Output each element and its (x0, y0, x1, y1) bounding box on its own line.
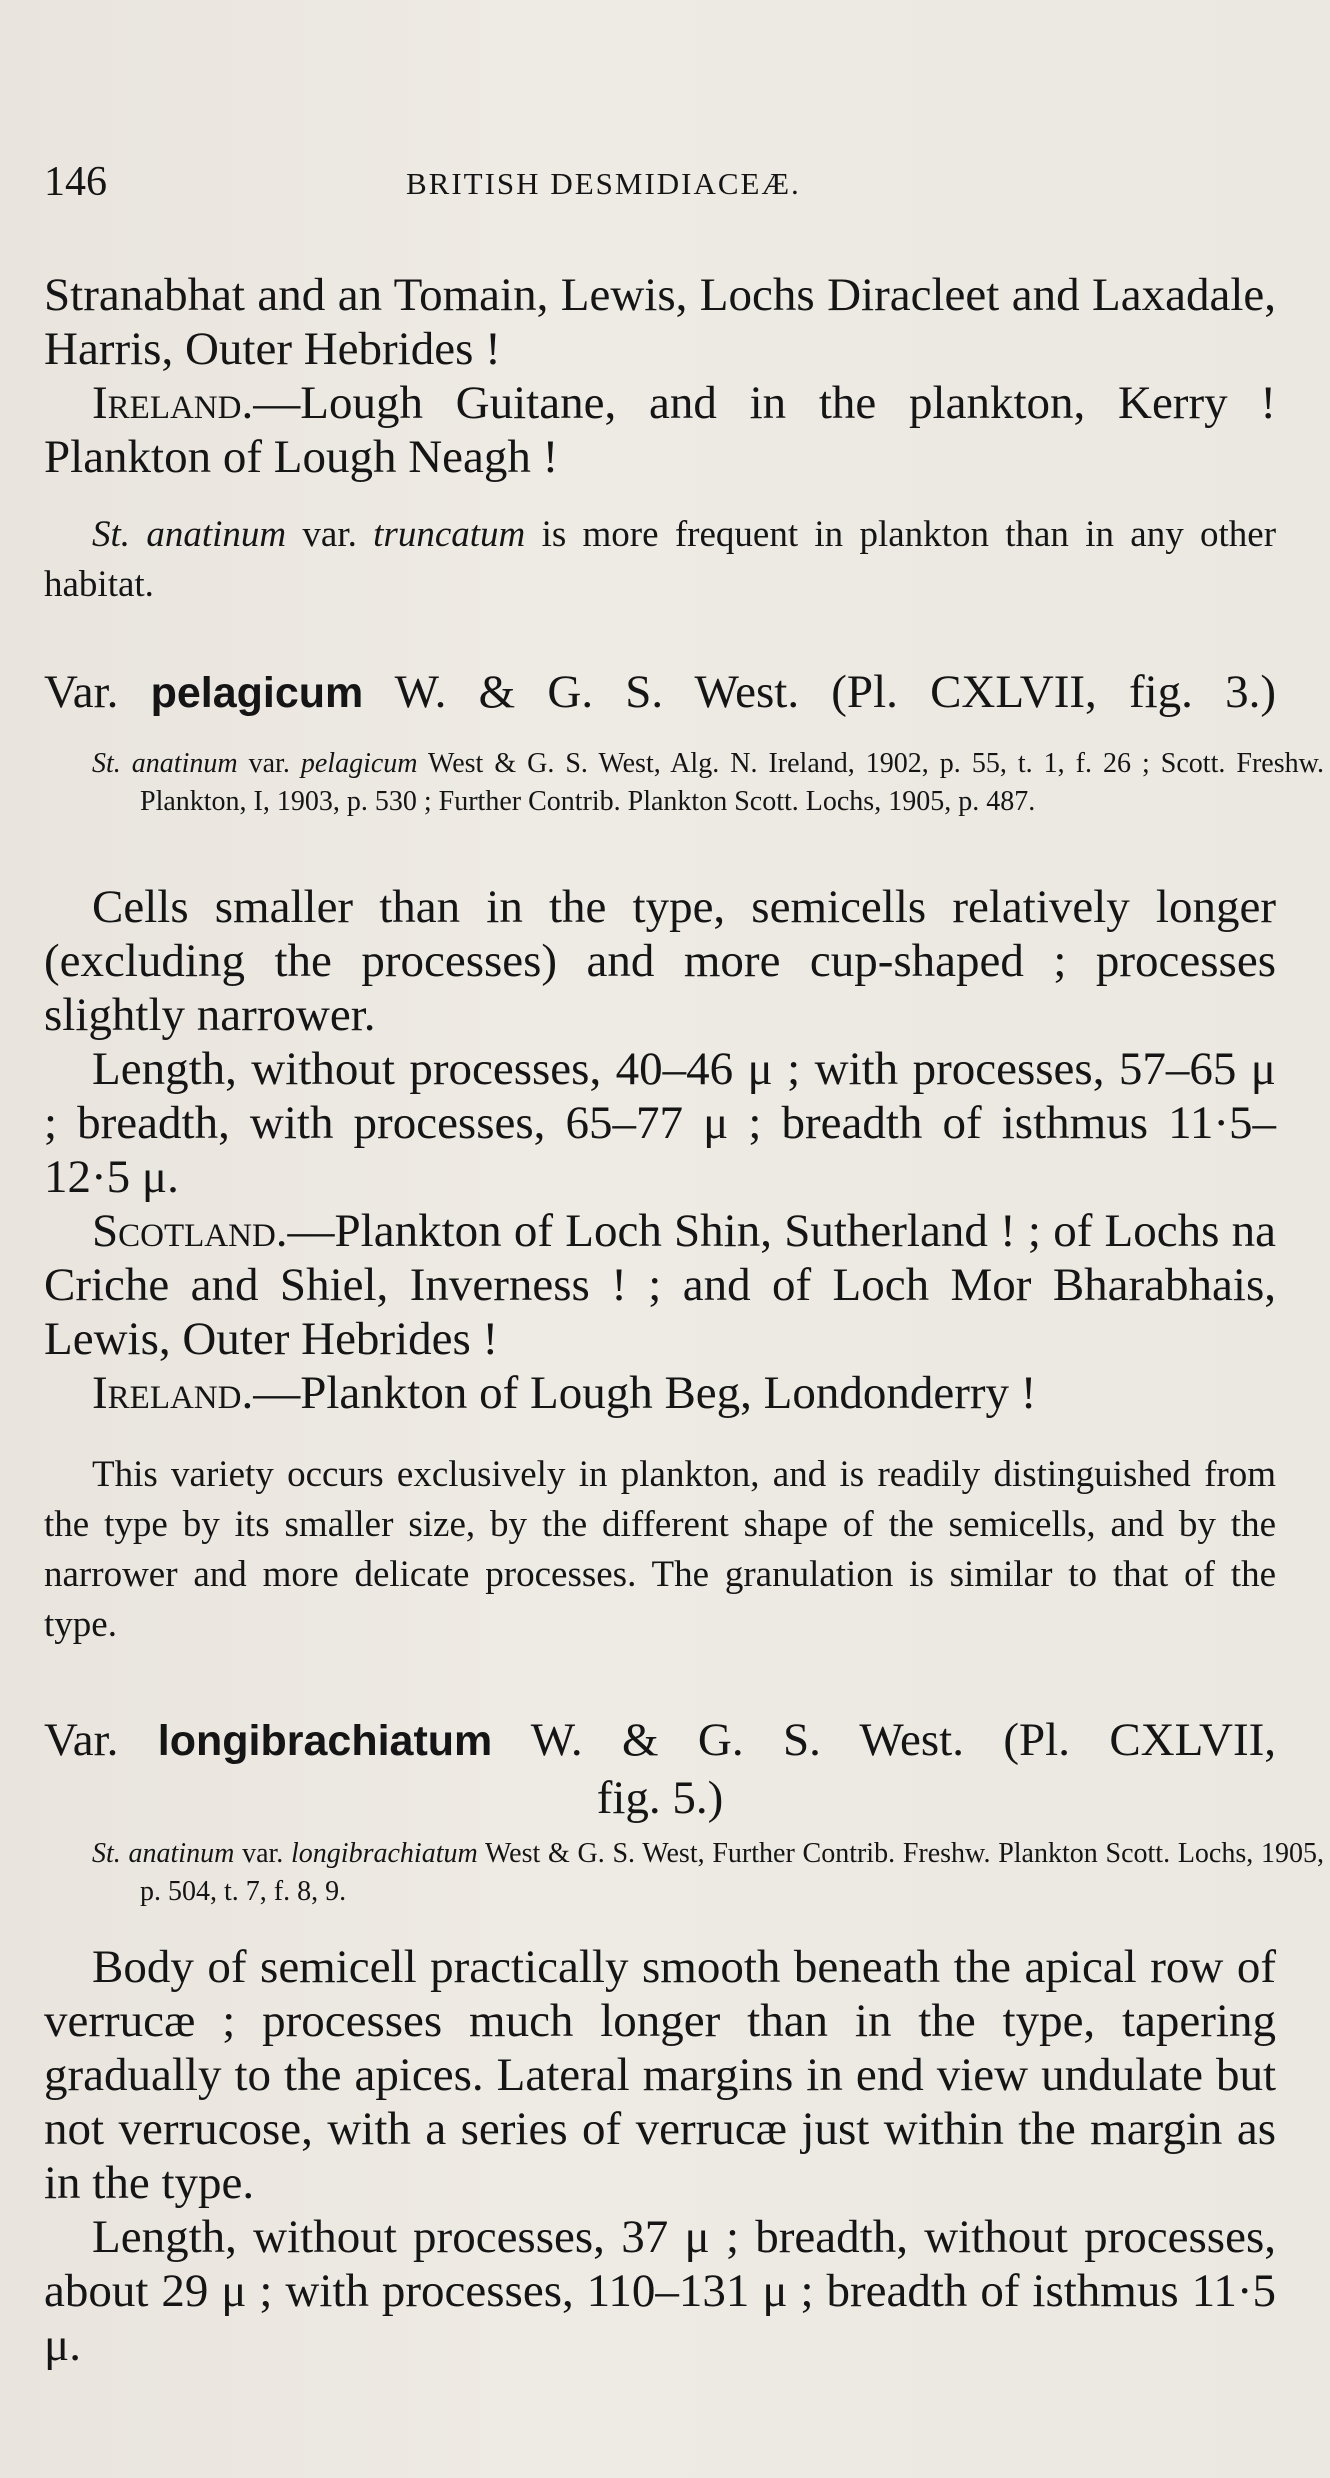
region-label: Ireland. (92, 1367, 254, 1419)
truncatum-note (44, 510, 1276, 610)
longibrachiatum-heading-cont (44, 1768, 1276, 1828)
plate-reference-part2: fig. 5.) (596, 1772, 724, 1824)
variety-name: pelagicum (150, 669, 364, 717)
note-text: is more frequent in plankton than in any other habitat. (44, 514, 1277, 605)
pelagicum-note: This variety occurs exclusively in plankton, and is readily distinguished from the type by its smaller size, by the different shape of the semicells, and by the narrower and more delicate processes. The granulation is similar to that of the type. (44, 1454, 1276, 1645)
pelagicum-measurements: Length, without processes, 40–46 μ ; with processes, 57–65 μ ; breadth, with processes, 65–77 μ ; breadth of isthmus 11·5–12·5 μ. (44, 1043, 1276, 1203)
running-head: BRITISH DESMIDIACEÆ. (406, 166, 801, 201)
variety-name: longibrachiatum (157, 1717, 493, 1765)
ireland-locality (44, 376, 1276, 484)
region-label: Ireland. (92, 377, 254, 429)
pelagicum-citation (92, 745, 1324, 821)
citation-text: West & G. S. West, Further Contrib. Freshw. Plankton Scott. Lochs, 1905, p. 504, t. 7, f. 8, 9. (140, 1838, 1324, 1907)
citation-text: West & G. S. West, Alg. N. Ireland, 1902, p. 55, t. 1, f. 26 ; Scott. Freshw. Plankton, I, 1903, p. 530 ; Further Contrib. Plankton Scott. Lochs, 1905, p. 487. (140, 748, 1325, 817)
authority: W. & G. S. West. (394, 666, 800, 718)
pelagicum-ireland (44, 1366, 1276, 1420)
var-prefix: Var. (44, 1714, 119, 1766)
longibrachiatum-heading (44, 1710, 1276, 1771)
longibrachiatum-body (44, 1940, 1276, 2372)
locality-text: Stranabhat and an Tomain, Lewis, Lochs Diracleet and Laxadale, Harris, Outer Hebrides ! (44, 269, 1276, 375)
pelagicum-scotland (44, 1204, 1276, 1366)
region-text: —Plankton of Loch Shin, Sutherland ! ; of Lochs na Criche and Shiel, Inverness ! ; and of Loch Mor Bharabhais, Lewis, Outer Hebrides ! (44, 1205, 1276, 1365)
longibrachiatum-description: Body of semicell practically smooth beneath the apical row of verrucæ ; processes much longer than in the type, tapering gradually to the apices. Lateral margins in end view undulate but not verrucose, with a series of verrucæ just within the margin as in the type. (44, 1941, 1276, 2209)
citation-variety: longibrachiatum (291, 1838, 478, 1869)
pelagicum-heading (44, 662, 1276, 723)
page-header (44, 158, 1284, 208)
region-label: Scotland. (92, 1205, 288, 1257)
citation-var-word: var. (248, 748, 290, 779)
pelagicum-body (44, 880, 1276, 1420)
variety-name: truncatum (373, 514, 526, 555)
citation-species: St. anatinum (92, 1838, 235, 1869)
pelagicum-description: Cells smaller than in the type, semicells relatively longer (excluding the processes) and more cup-shaped ; processes slightly narrower. (44, 881, 1276, 1041)
plate-reference-part1: (Pl. CXLVII, (1003, 1714, 1277, 1766)
region-text: —Plankton of Lough Beg, Londonderry ! (253, 1367, 1037, 1419)
region-text: —Lough Guitane, and in the plankton, Kerry ! Plankton of Lough Neagh ! (44, 377, 1276, 483)
species-name: St. anatinum (92, 514, 287, 555)
longibrachiatum-citation (92, 1835, 1324, 1911)
authority: W. & G. S. West. (530, 1714, 964, 1766)
citation-var-word: var. (242, 1838, 284, 1869)
page-number: 146 (44, 159, 107, 205)
citation-species: St. anatinum (92, 748, 238, 779)
longibrachiatum-measurements: Length, without processes, 37 μ ; breadth, without processes, about 29 μ ; with processes, 110–131 μ ; breadth of isthmus 11·5 μ. (44, 2211, 1276, 2371)
var-prefix: Var. (44, 666, 119, 718)
var-word: var. (302, 514, 357, 555)
plate-reference: (Pl. CXLVII, fig. 3.) (831, 666, 1277, 718)
citation-variety: pelagicum (300, 748, 418, 779)
continuation-paragraph (44, 268, 1276, 484)
